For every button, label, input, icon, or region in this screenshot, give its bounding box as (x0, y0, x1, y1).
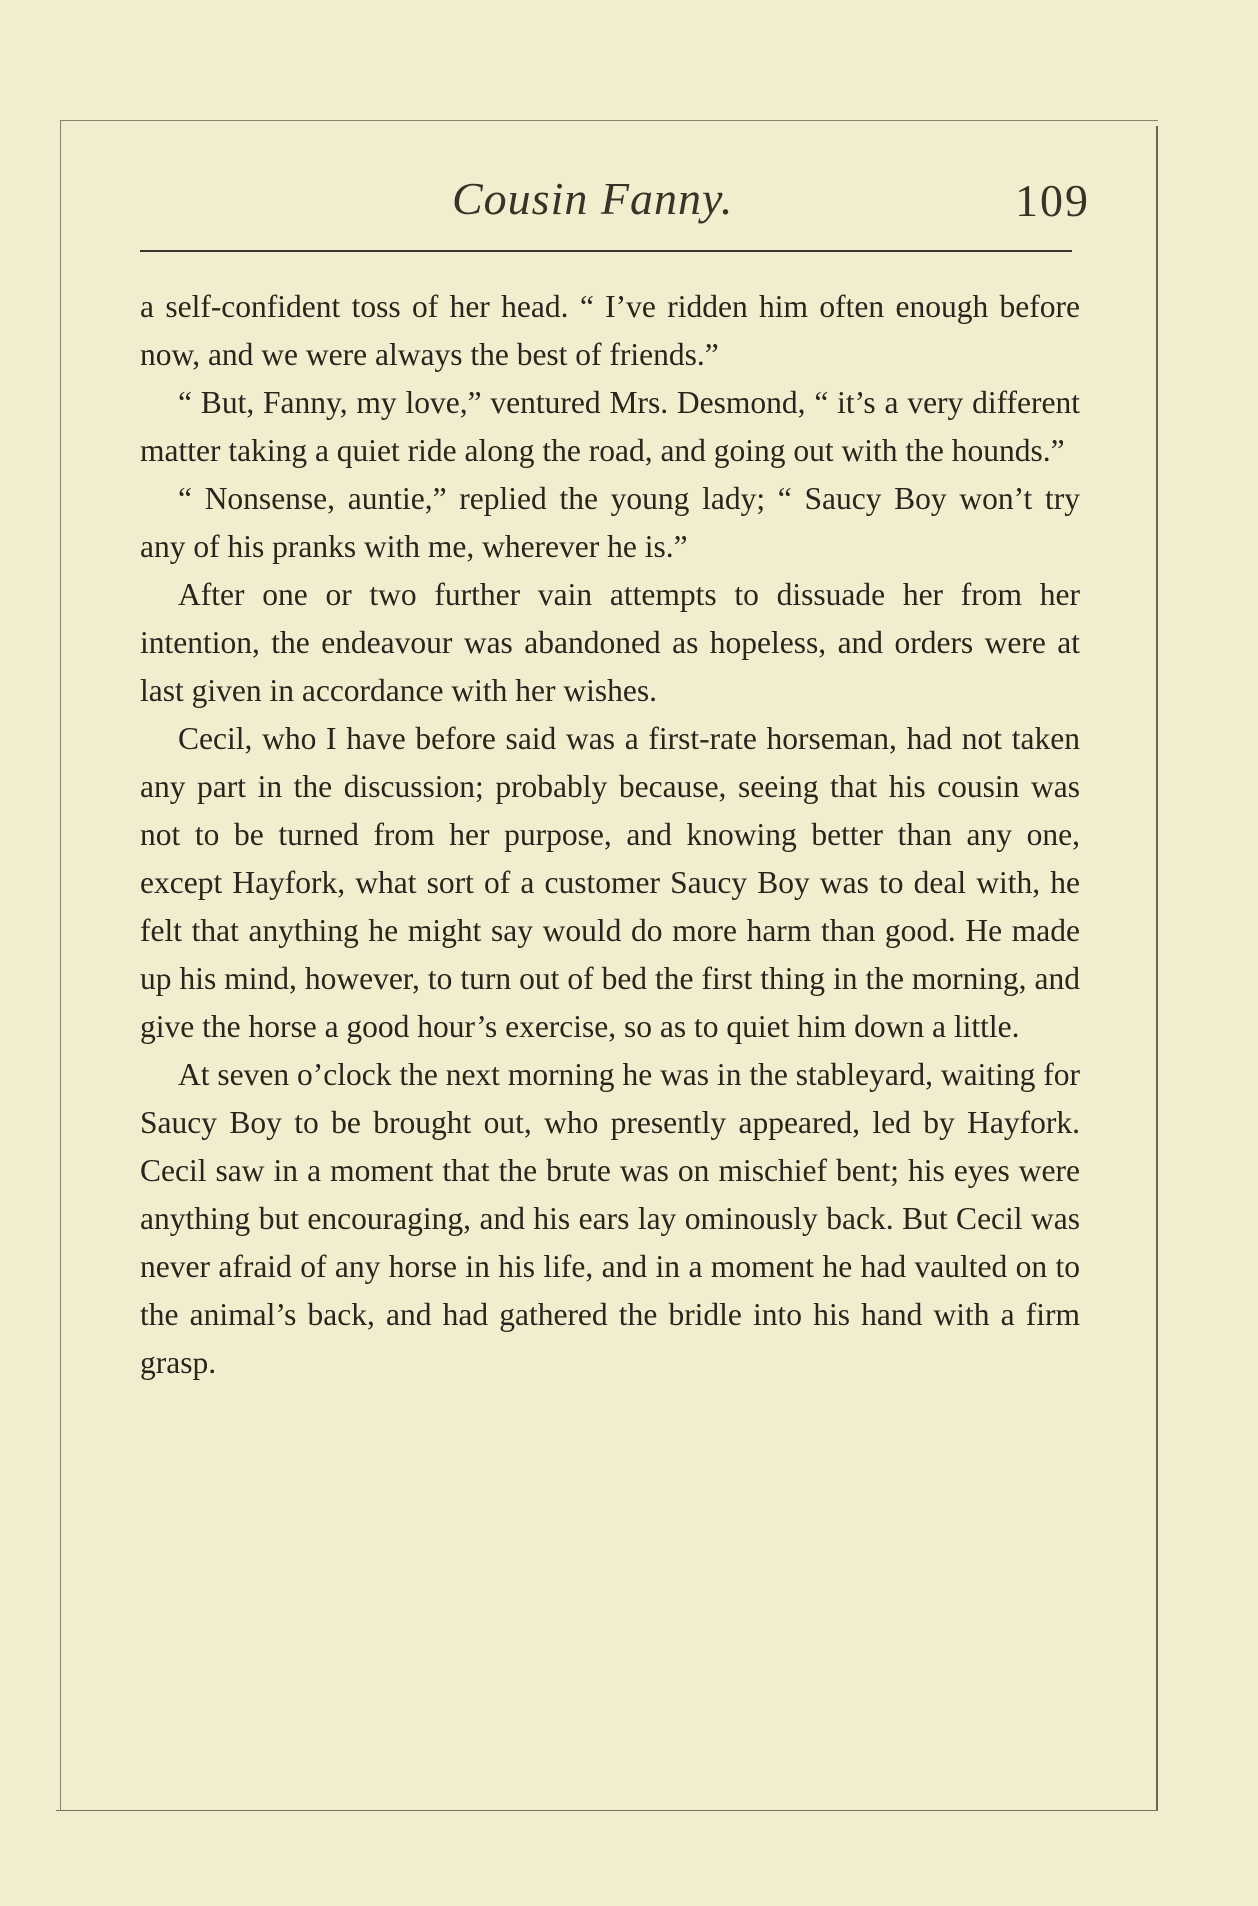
page-frame-bottom-rule (56, 1810, 1158, 1811)
running-head (140, 172, 1090, 232)
paragraph: After one or two further vain attempts to dissuade her from her intention, the endeavour was abandoned as hopeless, and orders were at last given in accordance with her wishes. (140, 577, 1080, 708)
book-title: Cousin Fanny. (452, 173, 734, 224)
page-frame-right-rule (1156, 126, 1158, 1810)
paragraph: “ Nonsense, auntie,” replied the young lady; “ Saucy Boy won’t try any of his pranks with me, wherever he is.” (140, 481, 1080, 564)
header-rule (140, 250, 1072, 252)
page-frame-top-rule (60, 120, 1158, 121)
paragraph-continued: a self-confident toss of her head. “ I’ve ridden him often enough before now, and we were always the best of friends.” (140, 289, 1080, 372)
body-text (140, 283, 1080, 1387)
paragraph: At seven o’clock the next morning he was in the stableyard, waiting for Saucy Boy to be brought out, who presently appeared, led by Hayfork. Cecil saw in a moment that the brute was on mischief bent; his eyes were anything but encouraging, and his ears lay ominously back. But Cecil was never afraid of any horse in his life, and in a moment he had vaulted on to the animal’s back, and had gathered the bridle into his hand with a firm grasp. (140, 1057, 1080, 1380)
paragraph: Cecil, who I have before said was a first-rate horseman, had not taken any part in the discussion; probably because, seeing that his cousin was not to be turned from her purpose, and knowing better than any one, except Hayfork, what sort of a customer Saucy Boy was to deal with, he felt that anything he might say would do more harm than good. He made up his mind, however, to turn out of bed the first thing in the morning, and give the horse a good hour’s exercise, so as to quiet him down a little. (140, 721, 1080, 1044)
page-frame-left-rule (60, 120, 61, 1810)
paragraph: “ But, Fanny, my love,” ventured Mrs. Desmond, “ it’s a very different matter taking a quiet ride along the road, and going out with the hounds.” (140, 385, 1080, 468)
page-number: 109 (1015, 175, 1090, 226)
